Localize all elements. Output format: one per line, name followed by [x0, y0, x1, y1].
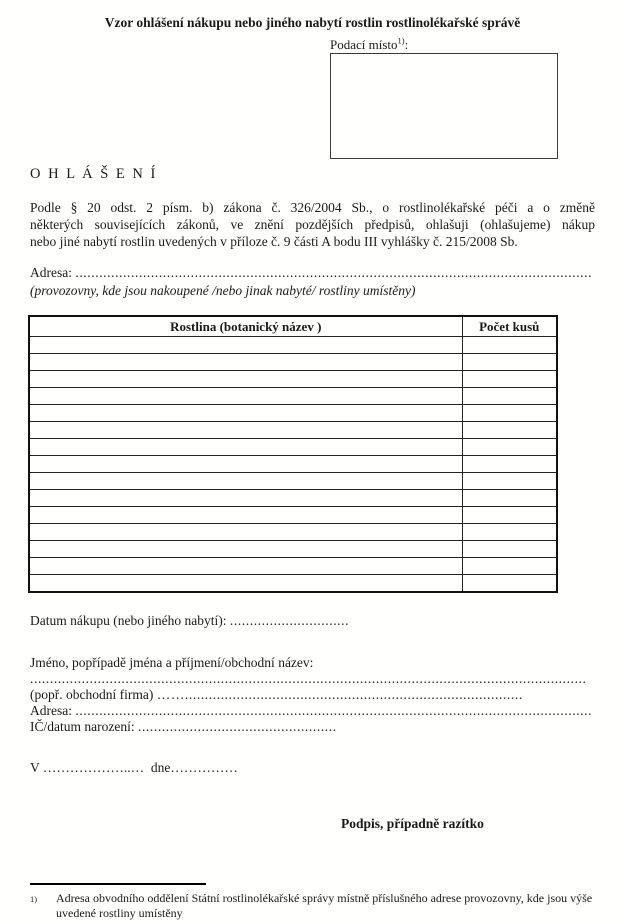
legal-paragraph-line-3: nebo jiné nabytí rostlin uvedených v příloze č. 9 části A bodu III vyhlášky č. 215/2008 Sb.	[30, 234, 518, 249]
table-row	[29, 575, 557, 593]
filing-place-block	[330, 35, 558, 159]
filing-place-colon: :	[404, 37, 409, 52]
table-row	[29, 507, 557, 524]
signature-label: Podpis, případně razítko	[341, 816, 484, 831]
count-cell	[462, 558, 557, 575]
plant-name-cell	[29, 405, 462, 422]
address-note: (provozovny, kde jsou nakoupené /nebo jinak nabyté/ rostliny umístěny)	[30, 283, 416, 298]
plant-table	[28, 315, 558, 593]
plant-name-cell	[29, 541, 462, 558]
table-row	[29, 354, 557, 371]
filing-place-footnote-ref: 1)	[397, 35, 405, 46]
table-row	[29, 456, 557, 473]
document-title: Vzor ohlášení nákupu nebo jiného nabytí rostlin rostlinolékařské správě	[104, 15, 521, 30]
name-fill-line	[30, 671, 595, 687]
count-cell	[462, 524, 557, 541]
table-row	[29, 439, 557, 456]
plant-name-cell	[29, 371, 462, 388]
count-cell	[462, 456, 557, 473]
id-label: IČ/datum narození:	[30, 719, 135, 734]
address2-label: Adresa:	[30, 703, 72, 718]
company-fill-line	[30, 687, 595, 703]
plant-name-cell	[29, 337, 462, 354]
address2-fill-line	[30, 703, 595, 719]
legal-paragraph-line-1: Podle § 20 odst. 2 písm. b) zákona č. 326/2004 Sb., o rostlinolékařské péči a o změně	[30, 200, 595, 215]
plant-name-column-header: Rostlina (botanický název )	[29, 316, 462, 337]
purchase-date-line	[30, 613, 595, 629]
plant-name-cell	[29, 456, 462, 473]
footnote-separator-rule	[30, 883, 206, 885]
table-row	[29, 473, 557, 490]
plant-name-cell	[29, 439, 462, 456]
place-and-date-line: V ………………..… dne……………	[30, 760, 238, 775]
table-row	[29, 405, 557, 422]
table-row	[29, 558, 557, 575]
table-row	[29, 337, 557, 354]
purchase-date-dotted-rule: ..............................	[229, 613, 350, 628]
count-cell	[462, 371, 557, 388]
footnote-text: Adresa obvodního oddělení Státní rostlinolékařské správy místně příslušného adrese provozovny, kde jsou výše uvedené rostliny umístěny	[56, 891, 593, 920]
legal-paragraph-line-2: některých souvisejících zákonů, ve znění pozdějších předpisů, ohlašuji (ohlašujeme) nákup	[30, 217, 595, 232]
count-cell	[462, 388, 557, 405]
name-section-heading: Jméno, popřípadě jména a příjmení/obchodní název:	[30, 655, 314, 670]
table-row	[29, 371, 557, 388]
count-cell	[462, 337, 557, 354]
main-heading: O H L Á Š E N Í	[30, 166, 158, 182]
plant-table-body	[29, 337, 557, 593]
plant-name-cell	[29, 558, 462, 575]
legal-paragraph	[30, 199, 595, 250]
filing-place-label-text: Podací místo	[330, 37, 398, 52]
table-row	[29, 388, 557, 405]
table-row	[29, 524, 557, 541]
plant-name-cell	[29, 524, 462, 541]
address-label: Adresa:	[30, 265, 72, 280]
plant-name-cell	[29, 490, 462, 507]
filing-place-label	[330, 35, 558, 52]
footnote-marker: 1)	[30, 894, 38, 904]
name-section-fill-lines	[30, 671, 595, 735]
plant-name-cell	[29, 422, 462, 439]
company-label: (popř. obchodní firma)	[30, 687, 154, 702]
count-cell	[462, 507, 557, 524]
plant-name-cell	[29, 388, 462, 405]
table-row	[29, 541, 557, 558]
count-cell	[462, 439, 557, 456]
count-cell	[462, 541, 557, 558]
plant-table-header-row	[29, 316, 557, 337]
table-row	[29, 422, 557, 439]
filing-place-box	[330, 53, 558, 159]
count-cell	[462, 490, 557, 507]
id-dotted-rule: ..................................................	[137, 719, 337, 734]
id-fill-line	[30, 719, 595, 735]
count-cell	[462, 473, 557, 490]
plant-name-cell	[29, 575, 462, 593]
plant-name-cell	[29, 354, 462, 371]
address-dotted-rule: ..................................................................................................................................	[75, 265, 593, 280]
address-fill-line	[30, 265, 595, 281]
plant-name-cell	[29, 473, 462, 490]
plant-name-cell	[29, 507, 462, 524]
address2-dotted-rule: ..................................................................................................................................	[75, 703, 593, 718]
count-column-header: Počet kusů	[462, 316, 557, 337]
table-row	[29, 490, 557, 507]
count-cell	[462, 575, 557, 593]
count-cell	[462, 354, 557, 371]
count-cell	[462, 422, 557, 439]
name-dotted-rule: ............................................................................................................................................	[30, 671, 587, 686]
purchase-date-label: Datum nákupu (nebo jiného nabytí):	[30, 613, 227, 628]
company-dotted-rule: …….....................................................................................	[156, 687, 523, 702]
count-cell	[462, 405, 557, 422]
footnote	[30, 891, 595, 920]
